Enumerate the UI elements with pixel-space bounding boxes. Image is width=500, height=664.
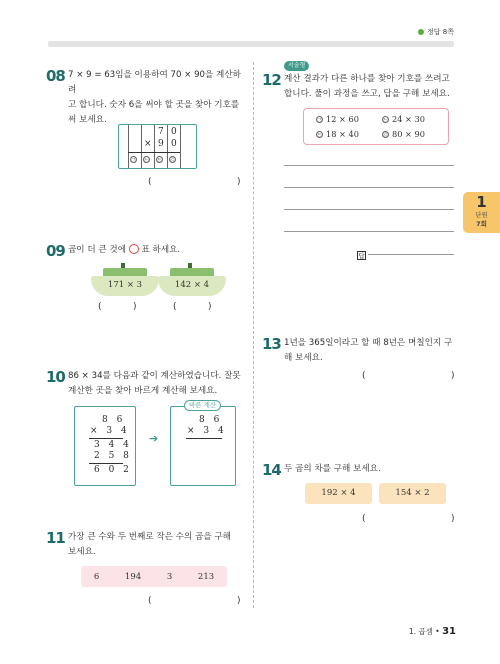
question-text: 곱이 더 큰 것에 표 하세요.: [68, 245, 181, 255]
answer-blank[interactable]: [105, 301, 131, 313]
multiplication-grid: [118, 124, 197, 169]
column-divider: [253, 62, 254, 608]
product-right: 154 × 2: [379, 483, 446, 504]
bullet-icon: [418, 29, 424, 35]
question-number: 13: [262, 335, 281, 353]
option-d[interactable]: ㉣ 80 × 90: [383, 129, 425, 139]
unit-side-tab[interactable]: [463, 192, 500, 233]
question-text: 두 곱의 차를 구해 보세요.: [284, 464, 381, 474]
boat-cabin: [103, 268, 147, 276]
marker-circle: ㉠: [317, 116, 323, 123]
answer-paren-close: ): [237, 596, 241, 606]
question-text: 7 × 9 = 63임을 이용하여 70 × 90을 계산하려 고 합니다. 숫자 6을 써야 할 곳을 찾아 기호를 써 보세요.: [68, 70, 241, 125]
circle-icon: [129, 244, 139, 254]
answer-paren-open: (: [173, 302, 177, 312]
question-number: 09: [46, 242, 65, 260]
question-text: 계산 결과가 다른 하나를 찾아 기호를 쓰려고 합니다. 풀이 과정을 쓰고, 답을 구해 보세요.: [284, 74, 450, 99]
calc-line: 6 0 2: [94, 465, 132, 475]
digit: 0: [171, 127, 177, 137]
number-card: 213: [197, 571, 215, 582]
unit-number: 1: [476, 193, 487, 211]
question-number: 08: [46, 67, 65, 85]
header-bar: [48, 41, 454, 47]
writing-line[interactable]: [284, 231, 454, 232]
answer-blank[interactable]: [370, 513, 450, 525]
boat-option-2[interactable]: [158, 263, 226, 296]
writing-line[interactable]: [284, 187, 454, 188]
arrow-right-icon: ➔: [149, 432, 159, 445]
calc-line: 8 6: [199, 415, 223, 425]
number-card: 194: [124, 571, 142, 582]
session-label: 7회: [476, 220, 487, 228]
calc-line: 3 4 4: [94, 440, 132, 450]
writing-line[interactable]: [284, 165, 454, 166]
question-number: 11: [46, 529, 65, 547]
options-box: [303, 108, 449, 145]
calc-line: × 3 4: [187, 426, 227, 436]
boat-expression: 142 × 4: [158, 276, 226, 296]
calc-line: × 3 4: [90, 426, 130, 436]
answer-paren-close: ): [133, 302, 137, 312]
question-number: 12: [262, 71, 281, 89]
question-text: 가장 큰 수와 두 번째로 작은 수의 곱을 구해 보세요.: [68, 532, 231, 557]
question-text: 1년을 365일이라고 할 때 8년은 며칠인지 구 해 보세요.: [284, 338, 453, 363]
marker-circle: ㉣: [383, 131, 389, 138]
correct-calc-label: 바른 계산: [184, 400, 221, 411]
number-set: [81, 566, 227, 587]
answer-blank[interactable]: [370, 370, 450, 382]
answer-mark-icon: 답: [358, 252, 365, 260]
answer-reference: [418, 27, 454, 37]
boat-option-1[interactable]: [91, 263, 159, 296]
question-number: 10: [46, 368, 65, 386]
unit-label: 단원: [475, 211, 488, 219]
number-card: 6: [93, 571, 100, 582]
option-c[interactable]: ㉢ 18 × 40: [317, 129, 359, 139]
calc-line: 8 6: [102, 415, 126, 425]
page-number: 31: [442, 626, 456, 637]
correct-calculation-box[interactable]: [170, 406, 236, 486]
answer-paren-close: ): [451, 514, 455, 524]
answer-line[interactable]: [368, 254, 454, 255]
marker-circle: ㉠: [131, 157, 137, 163]
answer-blank[interactable]: [156, 176, 236, 188]
answer-paren-open: (: [148, 596, 152, 606]
descriptive-tag: 서술형: [284, 61, 309, 71]
answer-paren-open: (: [362, 514, 366, 524]
product-left: 192 × 4: [305, 483, 372, 504]
answer-reference-text: 정답 8쪽: [427, 28, 454, 36]
digit: 9: [158, 139, 164, 149]
digit: 7: [158, 127, 164, 137]
calc-line: 2 5 8: [94, 451, 132, 461]
boat-cabin: [170, 268, 214, 276]
option-a[interactable]: ㉠ 12 × 60: [317, 114, 359, 124]
number-card: 3: [166, 571, 173, 582]
marker-circle: ㉡: [144, 157, 150, 163]
answer-paren-open: (: [148, 177, 152, 187]
answer-blank[interactable]: [180, 301, 206, 313]
answer-paren-close: ): [208, 302, 212, 312]
writing-line[interactable]: [284, 209, 454, 210]
question-text: 86 × 34를 다음과 같이 계산하였습니다. 잘못 계산한 곳을 찾아 바르게 계산해 보세요.: [68, 371, 241, 396]
chapter-label: 1. 곱셈 •: [408, 627, 440, 636]
marker-circle: ㉢: [317, 131, 323, 138]
marker-circle: ㉢: [157, 157, 163, 163]
digit: 0: [171, 139, 177, 149]
multiply-sign: ×: [144, 139, 152, 149]
answer-paren-close: ): [237, 177, 241, 187]
marker-circle: ㉡: [383, 116, 389, 123]
boat-expression: 171 × 3: [91, 276, 159, 296]
option-b[interactable]: ㉡ 24 × 30: [383, 114, 425, 124]
answer-paren-open: (: [98, 302, 102, 312]
answer-blank[interactable]: [156, 595, 236, 607]
wrong-calculation-box: [74, 406, 136, 486]
page-footer: [409, 626, 456, 637]
marker-circle: ㉣: [170, 157, 176, 163]
answer-paren-open: (: [362, 371, 366, 381]
answer-paren-close: ): [451, 371, 455, 381]
question-number: 14: [262, 461, 281, 479]
